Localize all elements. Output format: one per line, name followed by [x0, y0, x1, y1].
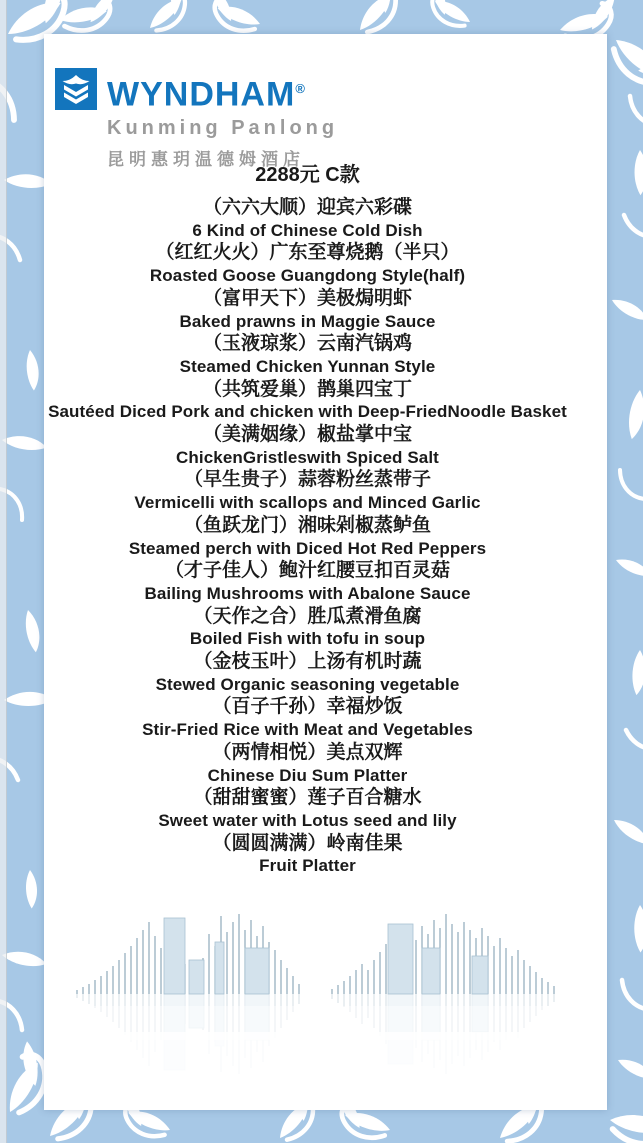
dish-name-en: Baked prawns in Maggie Sauce — [179, 311, 436, 331]
skyline-right-cluster — [332, 914, 554, 994]
dish-name-en: Bailing Mushrooms with Abalone Sauce — [144, 583, 471, 603]
skyline-left-cluster — [77, 914, 299, 994]
page-edge-shadow — [0, 0, 7, 1143]
brand-name: WYNDHAM® — [107, 75, 306, 114]
dish-name-en: Stewed Organic seasoning vegetable — [155, 674, 460, 694]
dish-name-en: Steamed perch with Diced Hot Red Peppers — [128, 538, 487, 558]
dish-name-cn: （鱼跃龙门）湘味剁椒蒸鲈鱼 — [183, 514, 431, 536]
dish-name-cn: （百子千孙）幸福炒饭 — [212, 696, 403, 718]
dish-name-en: Chinese Diu Sum Platter — [207, 765, 408, 785]
dish-name-en: Steamed Chicken Yunnan Style — [179, 356, 436, 376]
dish-name-cn: （共筑爱巢）鹊巢四宝丁 — [202, 378, 412, 400]
dish-name-cn: （富甲天下）美极焗明虾 — [202, 287, 412, 309]
dish-name-en: Fruit Platter — [259, 856, 356, 876]
city-skyline-watermark — [62, 906, 572, 1086]
dish-name-cn: （两情相悦）美点双辉 — [212, 741, 403, 763]
menu-list — [44, 197, 571, 878]
menu-package-title: 2288元 C款 — [255, 164, 360, 186]
dish-name-en: Stir-Fried Rice with Meat and Vegetables — [142, 720, 473, 740]
menu-card — [44, 34, 607, 1110]
dish-name-en: 6 Kind of Chinese Cold Dish — [192, 220, 423, 240]
hotel-logo — [55, 68, 338, 170]
dish-name-cn: （天作之合）胜瓜煮滑鱼腐 — [193, 605, 422, 627]
wyndham-logo-icon — [55, 68, 97, 110]
dish-name-en: Sautéed Diced Pork and chicken with Deep-FriedNoodle Basket — [48, 402, 567, 422]
dish-name-cn: （六六大顺）迎宾六彩碟 — [202, 197, 412, 218]
dish-name-en: Sweet water with Lotus seed and lily — [158, 810, 457, 830]
dish-name-cn: （玉液琼浆）云南汽锅鸡 — [202, 333, 412, 355]
hotel-logo-text — [107, 68, 338, 170]
hotel-name-en: Kunming Panlong — [107, 117, 339, 140]
registered-mark: ® — [295, 81, 306, 96]
dish-name-cn: （圆圆满满）岭南佳果 — [212, 832, 403, 854]
dish-name-cn: （金枝玉叶）上汤有机时蔬 — [193, 651, 422, 673]
dish-name-cn: （早生贵子）蒜蓉粉丝蒸带子 — [183, 469, 431, 491]
dish-name-en: ChickenGristleswith Spiced Salt — [176, 447, 439, 467]
dish-name-en: Vermicelli with scallops and Minced Garlic — [134, 493, 481, 513]
dish-name-cn: （美满姻缘）椒盐掌中宝 — [202, 424, 412, 446]
dish-name-cn: （才子佳人）鲍汁红腰豆扣百灵菇 — [164, 560, 450, 582]
dish-name-en: Boiled Fish with tofu in soup — [189, 629, 426, 649]
hotel-name-cn: 昆明惠玥温德姆酒店 — [107, 150, 305, 170]
dish-name-cn: （甜甜蜜蜜）莲子百合糖水 — [193, 787, 422, 809]
dish-name-cn: （红红火火）广东至尊烧鹅（半只） — [155, 242, 460, 264]
dish-name-en: Roasted Goose Guangdong Style(half) — [149, 266, 466, 286]
